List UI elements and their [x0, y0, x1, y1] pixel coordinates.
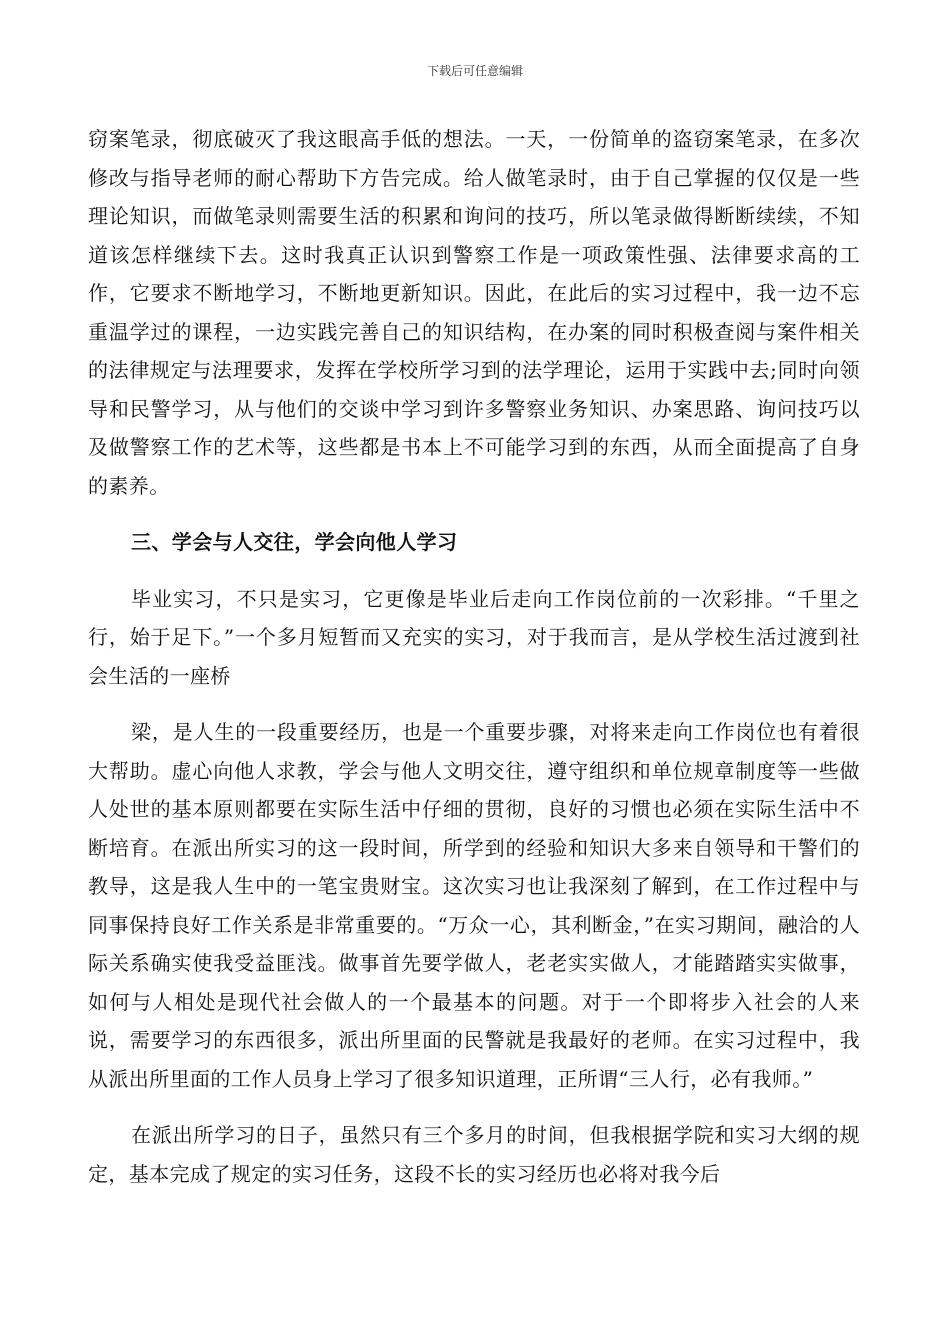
paragraph-continued: 窃案笔录，彻底破灭了我这眼高手低的想法。一天，一份简单的盗窃案笔录，在多次修改与指导老师的耐心帮助下方告完成。给人做笔录时，由于自己掌握的仅仅是一些理论知识，而做笔录则需要生活的积累和询问的技巧，所以笔录做得断断续续，不知道该怎样继续下去。这时我真正认识到警察工作是一项政策性强、法律要求高的工作，它要求不断地学习，不断地更新知识。因此，在此后的实习过程中，我一边不忘重温学过的课程，一边实践完善自己的知识结构，在办案的同时积极查阅与案件相关的法律规定与法理要求，发挥在学校所学习到的法学理论，运用于实践中去;同时向领导和民警学习，从与他们的交谈中学习到许多警察业务知识、办案思路、询问技巧以及做警察工作的艺术等，这些都是书本上不可能学习到的东西，从而全面提高了自身的素养。	[88, 127, 860, 498]
document-body	[88, 120, 860, 1193]
page-header-note: 下载后可任意编辑	[426, 64, 523, 78]
paragraph-police-station-days: 在派出所学习的日子，虽然只有三个多月的时间，但我根据学院和实习大纲的规定，基本完成了规定的实习任务，这段不长的实习经历也必将对我今后	[88, 1123, 860, 1186]
paragraph-learning-from-others: 梁，是人生的一段重要经历，也是一个重要步骤，对将来走向工作岗位也有着很大帮助。虚心向他人求教，学会与他人文明交往，遵守组织和单位规章制度等一些做人处世的基本原则都要在实际生活中仔细的贯彻，良好的习惯也必须在实际生活中不断培育。在派出所实习的这一段时间，所学到的经验和知识大多来自领导和干警们的教导，这是我人生中的一笔宝贵财宝。这次实习也让我深刻了解到，在工作过程中与同事保持良好工作关系是非常重要的。“万众一心，其利断金，”在实习期间，融洽的人际关系确实使我受益匪浅。做事首先要学做人，老老实实做人，才能踏踏实实做事，如何与人相处是现代社会做人的一个最基本的问题。对于一个即将步入社会的人来说，需要学习的东西很多，派出所里面的民警就是我最好的老师。在实习过程中，我从派出所里面的工作人员身上学习了很多知识道理，正所谓“三人行，必有我师。”	[88, 720, 860, 1091]
section-heading: 三、学会与人交往，学会向他人学习	[131, 530, 458, 554]
paragraph-internship-rehearsal: 毕业实习，不只是实习，它更像是毕业后走向工作岗位前的一次彩排。“千里之行，始于足下。”一个多月短暂而又充实的实习，对于我而言，是从学校生活过渡到社会生活的一座桥	[88, 586, 860, 688]
